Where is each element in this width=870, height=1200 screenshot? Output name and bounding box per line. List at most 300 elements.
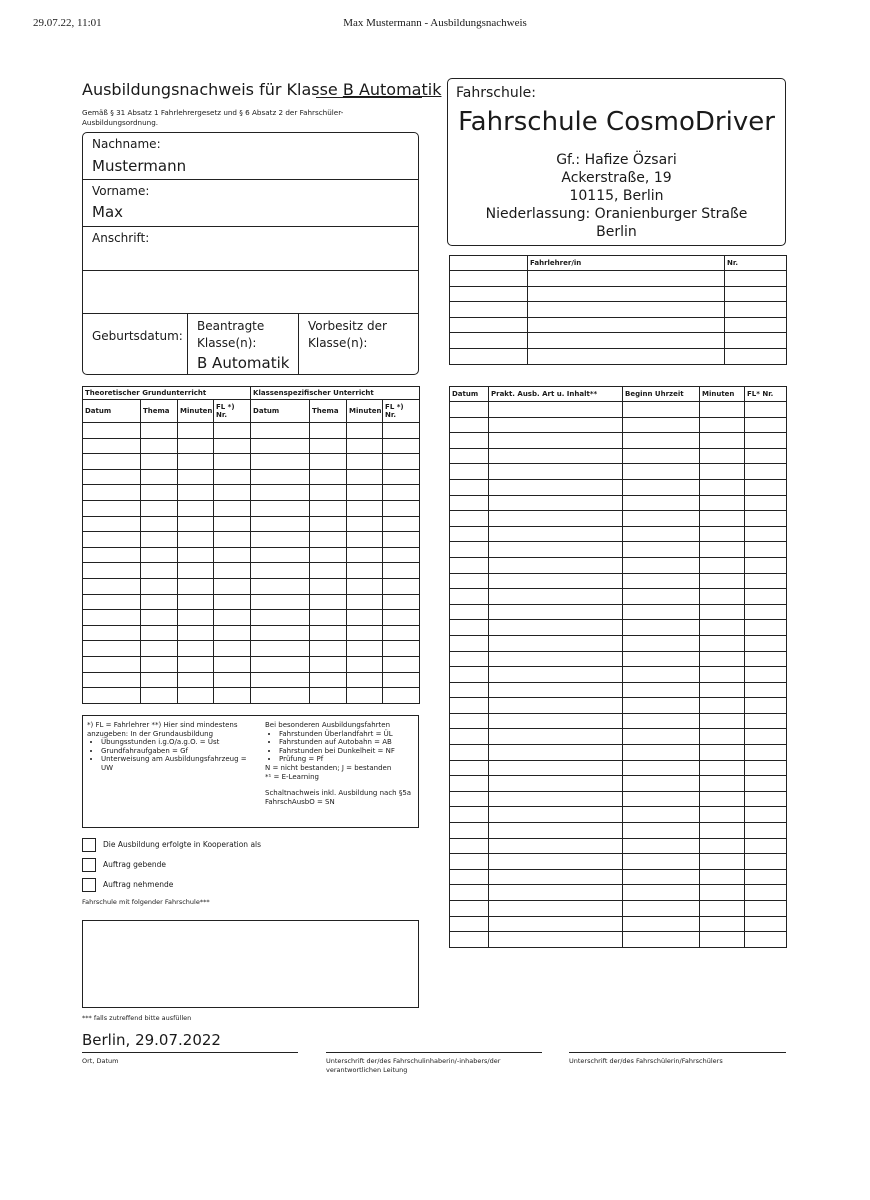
- table-cell[interactable]: [251, 578, 310, 594]
- table-cell[interactable]: [178, 423, 214, 439]
- table-cell[interactable]: [450, 667, 489, 683]
- table-cell[interactable]: [489, 417, 623, 433]
- table-cell[interactable]: [450, 511, 489, 527]
- table-cell[interactable]: [623, 526, 700, 542]
- table-cell[interactable]: [700, 838, 745, 854]
- table-cell[interactable]: [700, 667, 745, 683]
- table-cell[interactable]: [745, 682, 787, 698]
- table-cell[interactable]: [700, 542, 745, 558]
- table-cell[interactable]: [700, 916, 745, 932]
- table-cell[interactable]: [310, 688, 347, 704]
- table-cell[interactable]: [83, 469, 141, 485]
- table-cell[interactable]: [745, 791, 787, 807]
- table-cell[interactable]: [623, 604, 700, 620]
- table-cell[interactable]: [745, 776, 787, 792]
- table-cell[interactable]: [214, 594, 251, 610]
- table-cell[interactable]: [178, 532, 214, 548]
- table-cell[interactable]: [450, 916, 489, 932]
- table-cell[interactable]: [489, 433, 623, 449]
- table-cell[interactable]: [623, 448, 700, 464]
- table-cell[interactable]: [450, 433, 489, 449]
- table-cell[interactable]: [83, 625, 141, 641]
- table-cell[interactable]: [528, 333, 725, 349]
- table-cell[interactable]: [528, 317, 725, 333]
- table-cell[interactable]: [700, 713, 745, 729]
- table-cell[interactable]: [623, 838, 700, 854]
- table-cell[interactable]: [489, 854, 623, 870]
- table-cell[interactable]: [178, 516, 214, 532]
- table-cell[interactable]: [623, 495, 700, 511]
- table-cell[interactable]: [383, 610, 420, 626]
- table-cell[interactable]: [83, 578, 141, 594]
- table-cell[interactable]: [700, 932, 745, 948]
- table-cell[interactable]: [745, 869, 787, 885]
- table-cell[interactable]: [310, 563, 347, 579]
- table-cell[interactable]: [623, 729, 700, 745]
- table-cell[interactable]: [251, 688, 310, 704]
- table-cell[interactable]: [489, 604, 623, 620]
- table-cell[interactable]: [700, 885, 745, 901]
- table-cell[interactable]: [700, 479, 745, 495]
- table-cell[interactable]: [725, 317, 787, 333]
- table-cell[interactable]: [450, 854, 489, 870]
- table-cell[interactable]: [489, 838, 623, 854]
- table-cell[interactable]: [489, 667, 623, 683]
- table-cell[interactable]: [700, 526, 745, 542]
- table-cell[interactable]: [383, 438, 420, 454]
- table-cell[interactable]: [347, 672, 383, 688]
- table-cell[interactable]: [489, 823, 623, 839]
- table-cell[interactable]: [450, 589, 489, 605]
- table-cell[interactable]: [383, 578, 420, 594]
- table-cell[interactable]: [700, 589, 745, 605]
- table-cell[interactable]: [450, 760, 489, 776]
- table-cell[interactable]: [178, 485, 214, 501]
- table-cell[interactable]: [745, 479, 787, 495]
- table-cell[interactable]: [214, 563, 251, 579]
- table-cell[interactable]: [745, 495, 787, 511]
- table-cell[interactable]: [310, 469, 347, 485]
- table-cell[interactable]: [383, 516, 420, 532]
- table-cell[interactable]: [623, 402, 700, 418]
- table-cell[interactable]: [700, 651, 745, 667]
- table-cell[interactable]: [347, 641, 383, 657]
- table-cell[interactable]: [700, 402, 745, 418]
- table-cell[interactable]: [745, 402, 787, 418]
- table-cell[interactable]: [700, 698, 745, 714]
- table-cell[interactable]: [489, 542, 623, 558]
- table-cell[interactable]: [83, 688, 141, 704]
- table-cell[interactable]: [310, 578, 347, 594]
- table-cell[interactable]: [623, 791, 700, 807]
- table-cell[interactable]: [623, 651, 700, 667]
- table-cell[interactable]: [141, 625, 178, 641]
- table-cell[interactable]: [347, 438, 383, 454]
- table-cell[interactable]: [623, 760, 700, 776]
- table-cell[interactable]: [528, 271, 725, 287]
- table-cell[interactable]: [489, 589, 623, 605]
- table-cell[interactable]: [310, 423, 347, 439]
- table-cell[interactable]: [251, 547, 310, 563]
- table-cell[interactable]: [450, 932, 489, 948]
- table-cell[interactable]: [700, 464, 745, 480]
- table-cell[interactable]: [745, 713, 787, 729]
- table-cell[interactable]: [623, 464, 700, 480]
- table-cell[interactable]: [450, 573, 489, 589]
- table-cell[interactable]: [745, 932, 787, 948]
- table-cell[interactable]: [214, 610, 251, 626]
- table-cell[interactable]: [310, 656, 347, 672]
- table-cell[interactable]: [450, 885, 489, 901]
- table-cell[interactable]: [700, 869, 745, 885]
- table-cell[interactable]: [725, 302, 787, 318]
- table-cell[interactable]: [700, 604, 745, 620]
- table-cell[interactable]: [383, 656, 420, 672]
- table-cell[interactable]: [745, 448, 787, 464]
- table-cell[interactable]: [83, 500, 141, 516]
- table-cell[interactable]: [141, 610, 178, 626]
- table-cell[interactable]: [251, 563, 310, 579]
- table-cell[interactable]: [347, 485, 383, 501]
- table-cell[interactable]: [310, 672, 347, 688]
- table-cell[interactable]: [83, 641, 141, 657]
- table-cell[interactable]: [347, 625, 383, 641]
- table-cell[interactable]: [623, 667, 700, 683]
- table-cell[interactable]: [528, 348, 725, 364]
- table-cell[interactable]: [141, 454, 178, 470]
- table-cell[interactable]: [745, 620, 787, 636]
- table-cell[interactable]: [83, 610, 141, 626]
- table-cell[interactable]: [489, 869, 623, 885]
- table-cell[interactable]: [141, 672, 178, 688]
- table-cell[interactable]: [310, 454, 347, 470]
- table-cell[interactable]: [141, 469, 178, 485]
- table-cell[interactable]: [450, 317, 528, 333]
- table-cell[interactable]: [623, 932, 700, 948]
- table-cell[interactable]: [251, 641, 310, 657]
- table-cell[interactable]: [450, 838, 489, 854]
- table-cell[interactable]: [623, 776, 700, 792]
- table-cell[interactable]: [347, 610, 383, 626]
- table-cell[interactable]: [489, 495, 623, 511]
- table-cell[interactable]: [489, 511, 623, 527]
- table-cell[interactable]: [489, 885, 623, 901]
- table-cell[interactable]: [450, 869, 489, 885]
- table-cell[interactable]: [700, 635, 745, 651]
- table-cell[interactable]: [489, 932, 623, 948]
- table-cell[interactable]: [347, 547, 383, 563]
- table-cell[interactable]: [745, 745, 787, 761]
- table-cell[interactable]: [141, 688, 178, 704]
- table-cell[interactable]: [623, 511, 700, 527]
- table-cell[interactable]: [214, 578, 251, 594]
- table-cell[interactable]: [310, 610, 347, 626]
- table-cell[interactable]: [141, 516, 178, 532]
- table-cell[interactable]: [489, 760, 623, 776]
- table-cell[interactable]: [745, 589, 787, 605]
- table-cell[interactable]: [623, 573, 700, 589]
- table-cell[interactable]: [178, 454, 214, 470]
- table-cell[interactable]: [623, 713, 700, 729]
- table-cell[interactable]: [489, 698, 623, 714]
- table-cell[interactable]: [450, 333, 528, 349]
- table-cell[interactable]: [745, 667, 787, 683]
- table-cell[interactable]: [623, 745, 700, 761]
- table-cell[interactable]: [83, 563, 141, 579]
- table-cell[interactable]: [450, 791, 489, 807]
- table-cell[interactable]: [310, 485, 347, 501]
- table-cell[interactable]: [700, 417, 745, 433]
- table-cell[interactable]: [450, 302, 528, 318]
- table-cell[interactable]: [383, 500, 420, 516]
- table-cell[interactable]: [745, 573, 787, 589]
- table-cell[interactable]: [450, 807, 489, 823]
- table-cell[interactable]: [700, 557, 745, 573]
- table-cell[interactable]: [178, 438, 214, 454]
- table-cell[interactable]: [745, 511, 787, 527]
- table-cell[interactable]: [450, 479, 489, 495]
- table-cell[interactable]: [700, 620, 745, 636]
- table-cell[interactable]: [745, 433, 787, 449]
- table-cell[interactable]: [450, 682, 489, 698]
- table-cell[interactable]: [383, 563, 420, 579]
- table-cell[interactable]: [745, 823, 787, 839]
- table-cell[interactable]: [745, 604, 787, 620]
- table-cell[interactable]: [214, 688, 251, 704]
- table-cell[interactable]: [141, 594, 178, 610]
- table-cell[interactable]: [214, 516, 251, 532]
- table-cell[interactable]: [178, 672, 214, 688]
- table-cell[interactable]: [489, 620, 623, 636]
- table-cell[interactable]: [450, 651, 489, 667]
- table-cell[interactable]: [310, 532, 347, 548]
- table-cell[interactable]: [214, 532, 251, 548]
- table-cell[interactable]: [745, 464, 787, 480]
- table-cell[interactable]: [489, 526, 623, 542]
- table-cell[interactable]: [623, 869, 700, 885]
- table-cell[interactable]: [623, 698, 700, 714]
- table-cell[interactable]: [214, 547, 251, 563]
- table-cell[interactable]: [745, 542, 787, 558]
- table-cell[interactable]: [450, 402, 489, 418]
- table-cell[interactable]: [489, 651, 623, 667]
- table-cell[interactable]: [623, 854, 700, 870]
- table-cell[interactable]: [251, 485, 310, 501]
- table-cell[interactable]: [700, 760, 745, 776]
- table-cell[interactable]: [745, 760, 787, 776]
- table-cell[interactable]: [489, 776, 623, 792]
- table-cell[interactable]: [141, 656, 178, 672]
- table-cell[interactable]: [347, 423, 383, 439]
- table-cell[interactable]: [251, 532, 310, 548]
- table-cell[interactable]: [383, 454, 420, 470]
- table-cell[interactable]: [450, 271, 528, 287]
- table-cell[interactable]: [347, 500, 383, 516]
- table-cell[interactable]: [178, 625, 214, 641]
- table-cell[interactable]: [83, 438, 141, 454]
- table-cell[interactable]: [383, 688, 420, 704]
- table-cell[interactable]: [450, 417, 489, 433]
- table-cell[interactable]: [310, 641, 347, 657]
- table-cell[interactable]: [178, 610, 214, 626]
- table-cell[interactable]: [214, 672, 251, 688]
- table-cell[interactable]: [700, 682, 745, 698]
- table-cell[interactable]: [450, 620, 489, 636]
- table-cell[interactable]: [745, 807, 787, 823]
- table-cell[interactable]: [450, 286, 528, 302]
- table-cell[interactable]: [347, 656, 383, 672]
- table-cell[interactable]: [489, 729, 623, 745]
- table-cell[interactable]: [251, 423, 310, 439]
- table-cell[interactable]: [700, 776, 745, 792]
- checkbox-cooperation[interactable]: [82, 838, 96, 852]
- table-cell[interactable]: [347, 578, 383, 594]
- table-cell[interactable]: [251, 469, 310, 485]
- table-cell[interactable]: [450, 604, 489, 620]
- table-cell[interactable]: [141, 485, 178, 501]
- table-cell[interactable]: [450, 448, 489, 464]
- table-cell[interactable]: [83, 516, 141, 532]
- table-cell[interactable]: [528, 302, 725, 318]
- table-cell[interactable]: [251, 656, 310, 672]
- table-cell[interactable]: [383, 625, 420, 641]
- table-cell[interactable]: [310, 516, 347, 532]
- table-cell[interactable]: [178, 469, 214, 485]
- table-cell[interactable]: [450, 713, 489, 729]
- table-cell[interactable]: [214, 454, 251, 470]
- table-cell[interactable]: [489, 573, 623, 589]
- table-cell[interactable]: [450, 526, 489, 542]
- table-cell[interactable]: [489, 464, 623, 480]
- table-cell[interactable]: [489, 807, 623, 823]
- table-cell[interactable]: [745, 698, 787, 714]
- table-cell[interactable]: [83, 532, 141, 548]
- table-cell[interactable]: [623, 823, 700, 839]
- table-cell[interactable]: [725, 333, 787, 349]
- table-cell[interactable]: [251, 672, 310, 688]
- table-cell[interactable]: [141, 641, 178, 657]
- table-cell[interactable]: [623, 901, 700, 917]
- table-cell[interactable]: [141, 547, 178, 563]
- table-cell[interactable]: [623, 589, 700, 605]
- table-cell[interactable]: [251, 610, 310, 626]
- table-cell[interactable]: [178, 547, 214, 563]
- table-cell[interactable]: [623, 557, 700, 573]
- table-cell[interactable]: [251, 594, 310, 610]
- table-cell[interactable]: [310, 438, 347, 454]
- table-cell[interactable]: [450, 698, 489, 714]
- table-cell[interactable]: [623, 542, 700, 558]
- table-cell[interactable]: [251, 438, 310, 454]
- table-cell[interactable]: [700, 448, 745, 464]
- table-cell[interactable]: [450, 348, 528, 364]
- table-cell[interactable]: [700, 433, 745, 449]
- cooperation-school-field[interactable]: [82, 920, 419, 1008]
- table-cell[interactable]: [214, 641, 251, 657]
- table-cell[interactable]: [489, 916, 623, 932]
- table-cell[interactable]: [214, 423, 251, 439]
- table-cell[interactable]: [83, 454, 141, 470]
- table-cell[interactable]: [383, 423, 420, 439]
- table-cell[interactable]: [623, 417, 700, 433]
- table-cell[interactable]: [450, 776, 489, 792]
- table-cell[interactable]: [178, 578, 214, 594]
- table-cell[interactable]: [141, 532, 178, 548]
- table-cell[interactable]: [450, 464, 489, 480]
- table-cell[interactable]: [178, 500, 214, 516]
- table-cell[interactable]: [700, 573, 745, 589]
- table-cell[interactable]: [310, 625, 347, 641]
- table-cell[interactable]: [383, 594, 420, 610]
- table-cell[interactable]: [383, 485, 420, 501]
- table-cell[interactable]: [178, 688, 214, 704]
- table-cell[interactable]: [700, 807, 745, 823]
- table-cell[interactable]: [347, 516, 383, 532]
- table-cell[interactable]: [745, 635, 787, 651]
- table-cell[interactable]: [450, 557, 489, 573]
- table-cell[interactable]: [489, 682, 623, 698]
- table-cell[interactable]: [489, 635, 623, 651]
- table-cell[interactable]: [623, 479, 700, 495]
- table-cell[interactable]: [83, 656, 141, 672]
- table-cell[interactable]: [623, 433, 700, 449]
- table-cell[interactable]: [310, 547, 347, 563]
- table-cell[interactable]: [450, 495, 489, 511]
- table-cell[interactable]: [745, 916, 787, 932]
- table-cell[interactable]: [489, 901, 623, 917]
- table-cell[interactable]: [623, 807, 700, 823]
- table-cell[interactable]: [745, 557, 787, 573]
- table-cell[interactable]: [700, 495, 745, 511]
- table-cell[interactable]: [725, 348, 787, 364]
- table-cell[interactable]: [178, 594, 214, 610]
- table-cell[interactable]: [450, 729, 489, 745]
- table-cell[interactable]: [489, 713, 623, 729]
- table-cell[interactable]: [700, 791, 745, 807]
- table-cell[interactable]: [310, 594, 347, 610]
- table-cell[interactable]: [623, 635, 700, 651]
- table-cell[interactable]: [214, 500, 251, 516]
- table-cell[interactable]: [700, 854, 745, 870]
- checkbox-contractor[interactable]: [82, 878, 96, 892]
- table-cell[interactable]: [347, 688, 383, 704]
- table-cell[interactable]: [178, 641, 214, 657]
- checkbox-client[interactable]: [82, 858, 96, 872]
- table-cell[interactable]: [745, 885, 787, 901]
- table-cell[interactable]: [383, 547, 420, 563]
- table-cell[interactable]: [347, 563, 383, 579]
- table-cell[interactable]: [251, 454, 310, 470]
- table-cell[interactable]: [251, 625, 310, 641]
- table-cell[interactable]: [745, 901, 787, 917]
- table-cell[interactable]: [214, 485, 251, 501]
- table-cell[interactable]: [83, 423, 141, 439]
- table-cell[interactable]: [450, 542, 489, 558]
- table-cell[interactable]: [141, 438, 178, 454]
- table-cell[interactable]: [450, 901, 489, 917]
- table-cell[interactable]: [725, 286, 787, 302]
- table-cell[interactable]: [347, 454, 383, 470]
- table-cell[interactable]: [347, 469, 383, 485]
- table-cell[interactable]: [745, 651, 787, 667]
- table-cell[interactable]: [489, 448, 623, 464]
- table-cell[interactable]: [383, 641, 420, 657]
- table-cell[interactable]: [83, 672, 141, 688]
- table-cell[interactable]: [347, 594, 383, 610]
- table-cell[interactable]: [623, 682, 700, 698]
- table-cell[interactable]: [214, 656, 251, 672]
- table-cell[interactable]: [383, 532, 420, 548]
